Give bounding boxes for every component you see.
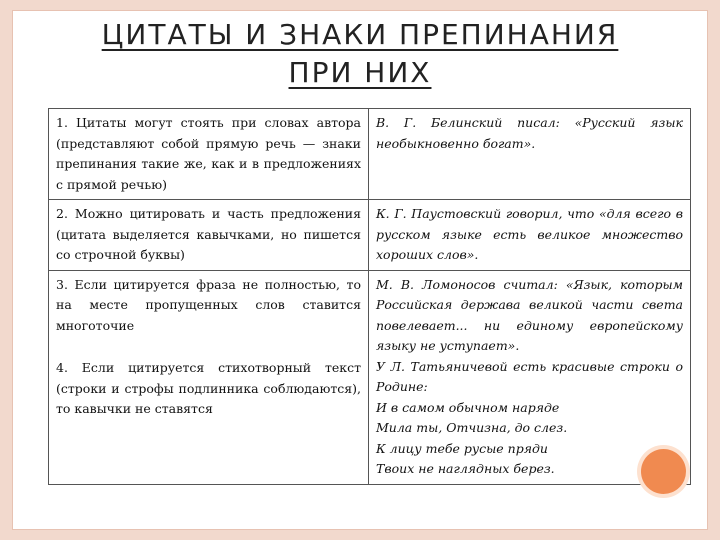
slide-title-line-1: ЦИТАТЫ И ЗНАКИ ПРЕПИНАНИЯ — [101, 18, 619, 51]
rule-4-text: 4. Если цитируется стихотворный текст (строки и строфы подлинника соблюдаются), то кавычки не ставятся — [56, 360, 361, 416]
example-4-intro: У Л. Татьяничевой есть красивые строки о Родине: — [376, 358, 683, 394]
slide-title-line-2: ПРИ НИХ — [288, 56, 432, 89]
table-row — [49, 270, 691, 484]
example-cell — [369, 270, 691, 484]
rule-cell: 2. Можно цитировать и часть предложения (цитата выделяется кавычками, но пишется со строчной буквы) — [49, 200, 369, 271]
table-row — [49, 109, 691, 200]
table-row — [49, 200, 691, 271]
rule-cell: 1. Цитаты могут стоять при словах автора (представляют собой прямую речь — знаки препинания такие же, как и в предложениях с прямой речью) — [49, 109, 369, 200]
example-3-text: М. В. Ломоносов считал: «Язык, которым Российская держава великой части света повелевает... ни единому европейскому языку не уступает». — [376, 276, 683, 353]
poem-line: Мила ты, Отчизна, до слез. — [376, 420, 568, 435]
rule-cell — [49, 270, 369, 484]
example-cell: В. Г. Белинский писал: «Русский язык необыкновенно богат». — [369, 109, 691, 200]
poem-line: И в самом обычном наряде — [376, 399, 560, 415]
example-cell: К. Г. Паустовский говорил, что «для всего в русском языке есть великое множество хороших слов». — [369, 200, 691, 271]
rule-3-text: 3. Если цитируется фраза не полностью, то на месте пропущенных слов ставится многоточие — [56, 276, 361, 333]
poem-line: Твоих не наглядных берез. — [376, 461, 555, 476]
decorative-circle — [641, 449, 686, 494]
slide-title — [30, 16, 690, 92]
quotes-table — [48, 108, 691, 485]
poem-line: К лицу тебе русые пряди — [376, 440, 548, 456]
